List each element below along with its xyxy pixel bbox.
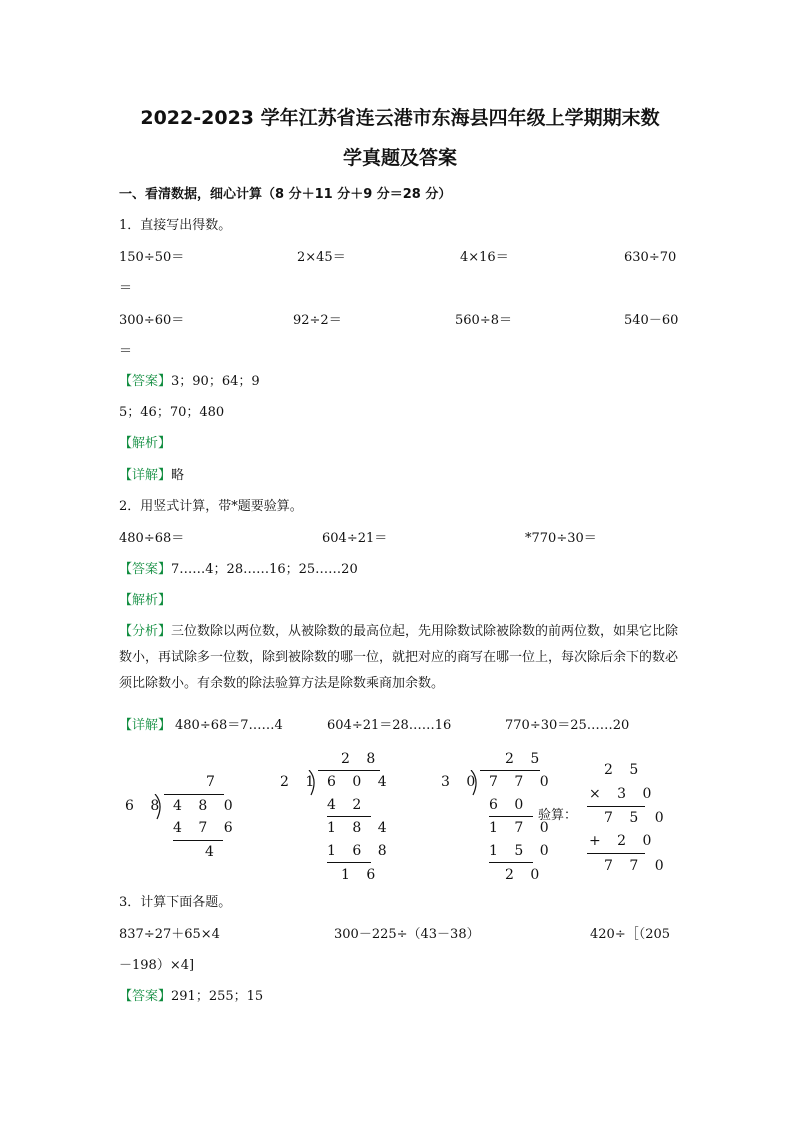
check-result: 7 7 0 (604, 858, 670, 874)
division-bracket (154, 794, 168, 820)
q1-problem: 540－60 (624, 313, 679, 328)
dividend: 4 8 0 (173, 798, 239, 814)
partial-product: 6 0 (489, 797, 530, 813)
q2-analysis-tag: 【解析】 (119, 593, 172, 608)
answer-text: 3；90；64；9 (171, 374, 260, 389)
subtraction-line (327, 862, 371, 863)
answer-tag: 【答案】 (119, 374, 172, 389)
division-bracket (308, 770, 322, 796)
q2-label: 2．用竖式计算，带*题要验算。 (119, 499, 303, 514)
division-bar (480, 770, 540, 771)
answer-tag: 【答案】 (119, 562, 172, 577)
detail-eq: 480÷68＝7……4 (175, 718, 283, 733)
dividend: 6 0 4 (327, 774, 393, 790)
subtraction-line (327, 816, 371, 817)
q1-answer-line2: 5；46；70；480 (119, 405, 225, 420)
remainder: 2 0 (505, 867, 546, 883)
detail-text: 略 (171, 468, 185, 483)
q2-problem: *770÷30＝ (525, 531, 597, 546)
division-bar (318, 770, 380, 771)
q3-problem: 420÷［（205 (590, 927, 671, 942)
quotient: 2 5 (505, 751, 546, 767)
document-title-line2: 学真题及答案 (342, 147, 457, 169)
product: 4 7 6 (173, 820, 239, 836)
q3-problem: 837÷27＋65×4 (119, 927, 220, 942)
answer-text: 291；255；15 (171, 989, 264, 1004)
q1-detail (119, 466, 184, 486)
partial-remainder: 1 7 0 (489, 820, 555, 836)
divisor: 3 0 (441, 774, 482, 790)
check-multiplicand: 2 5 (604, 762, 645, 778)
detail-tag: 【详解】 (119, 718, 172, 733)
check-line (587, 806, 645, 807)
q3-wrap: －198）×4] (119, 958, 195, 973)
fenxi-tag: 【分析】 (119, 624, 172, 639)
q1-problem: 2×45＝ (297, 250, 346, 265)
detail-eq: 770÷30＝25……20 (505, 718, 630, 733)
q1-label: 1．直接写出得数。 (119, 218, 232, 233)
q1-problem: 4×16＝ (460, 250, 509, 265)
partial-product: 1 6 8 (327, 843, 393, 859)
fenxi-text: 三位数除以两位数，从被除数的最高位起，先用除数试除被除数的前两位数，如果它比除数小，再试除多一位数，除到被除数的哪一位，就把对应的商写在哪一位上，每次除后余下的数必须比除数小。有余数的除法验算方法是除数乘商加余数。 (119, 624, 679, 691)
section-heading: 一、看清数据，细心计算（8 分＋11 分＋9 分＝28 分） (119, 187, 452, 202)
document-title-line1: 2022-2023 学年江苏省连云港市东海县四年级上学期期末数 (140, 107, 660, 129)
q2-problem: 480÷68＝ (119, 531, 185, 546)
remainder: 1 6 (341, 867, 382, 883)
answer-text: 7……4；28……16；25……20 (171, 562, 358, 577)
check-multiplier: × 3 0 (589, 786, 658, 802)
q1-row1-wrap: ＝ (119, 281, 133, 296)
check-product: 7 5 0 (604, 810, 670, 826)
q2-problem: 604÷21＝ (322, 531, 388, 546)
partial-product: 4 2 (327, 797, 368, 813)
subtraction-line (173, 840, 223, 841)
q1-problem: 92÷2＝ (293, 313, 342, 328)
divisor: 2 1 (280, 774, 321, 790)
divisor: 6 8 (125, 798, 166, 814)
answer-tag: 【答案】 (119, 989, 172, 1004)
detail-eq: 604÷21＝28……16 (327, 718, 452, 733)
q3-label: 3．计算下面各题。 (119, 895, 232, 910)
q2-fenxi (119, 619, 679, 697)
dividend: 7 7 0 (489, 774, 555, 790)
quotient: 7 (206, 774, 221, 790)
detail-tag: 【详解】 (119, 468, 172, 483)
check-addend: + 2 0 (589, 833, 658, 849)
q1-problem: 300÷60＝ (119, 313, 185, 328)
q3-problem: 300－225÷（43－38） (334, 927, 480, 942)
q1-problem: 150÷50＝ (119, 250, 185, 265)
partial-product: 1 5 0 (489, 843, 555, 859)
remainder: 4 (205, 844, 220, 860)
partial-remainder: 1 8 4 (327, 820, 393, 836)
q1-problem: 560÷8＝ (455, 313, 512, 328)
division-bar (164, 794, 224, 795)
q1-problem: 630÷70 (624, 250, 677, 265)
check-label: 验算： (538, 808, 578, 823)
q1-row2-wrap: ＝ (119, 344, 133, 359)
q1-answer (119, 372, 260, 392)
q1-analysis-tag: 【解析】 (119, 436, 172, 451)
check-line (587, 853, 645, 854)
q2-answer (119, 560, 358, 580)
division-bracket (470, 770, 484, 796)
quotient: 2 8 (341, 751, 382, 767)
subtraction-line (489, 816, 533, 817)
q3-answer (119, 987, 263, 1007)
subtraction-line (489, 862, 533, 863)
